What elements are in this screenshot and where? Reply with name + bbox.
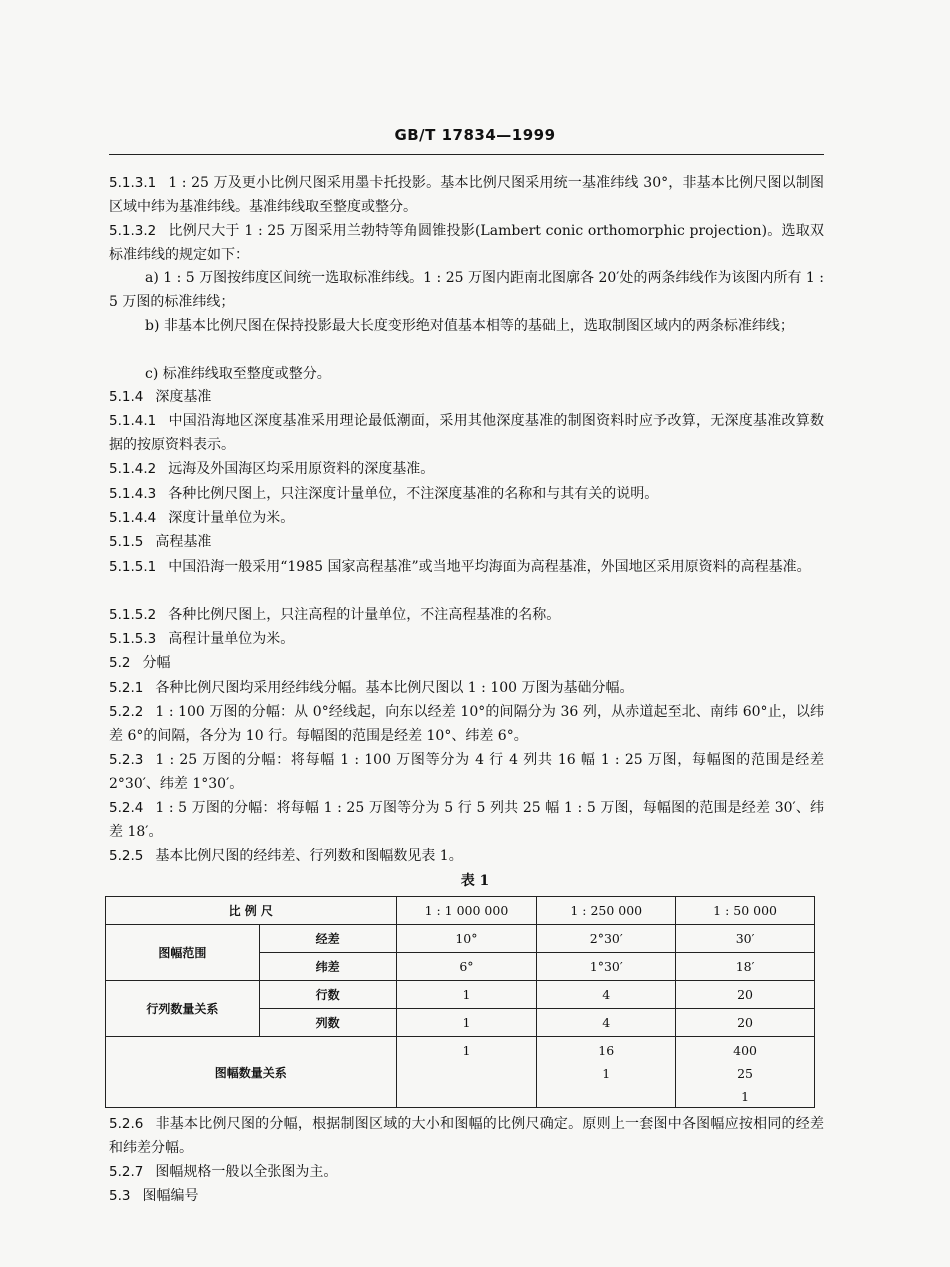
clause-5-1-5-3 bbox=[109, 627, 824, 651]
table-1 bbox=[105, 896, 815, 1108]
clause-text: 各种比例尺图均采用经纬线分幅。基本比例尺图以 1 : 100 万图为基础分幅。 bbox=[155, 680, 634, 696]
table-caption: 表 1 bbox=[460, 873, 490, 889]
item-b: b) 非基本比例尺图在保持投影最大长度变形绝对值基本相等的基础上，选取制图区域内的两条标准纬线； bbox=[145, 318, 794, 334]
lon-label: 经差 bbox=[259, 925, 396, 953]
clause-text: 高程基准 bbox=[155, 534, 212, 550]
clause-text: 中国沿海地区深度基准采用理论最低潮面，采用其他深度基准的制图资料时应予改算，无深度基准改算数据的按原资料表示。 bbox=[109, 413, 824, 453]
item-a: a) 1 : 5 万图按纬度区间统一选取标准纬线。1 : 25 万图内距南北图廓各 20′处的两条纬线作为该图内所有 1 : 5 万图的标准纬线； bbox=[109, 270, 824, 310]
clause-text: 1 : 100 万图的分幅：从 0°经线起，向东以经差 10°的间隔分为 36 列，从赤道起至北、南纬 60°止，以纬差 6°的间隔，各分为 10 行。每幅图的范围是经差 10°、纬差 6°。 bbox=[109, 704, 824, 744]
clause-text: 分幅 bbox=[142, 655, 171, 671]
header-rule bbox=[109, 154, 824, 155]
table-row bbox=[106, 981, 815, 1009]
clause-number: 5.2.1 bbox=[109, 680, 144, 696]
clause-number: 5.2 bbox=[109, 655, 131, 671]
count-value: 16 bbox=[598, 1043, 615, 1058]
clause-5-1-4-4 bbox=[109, 506, 824, 530]
clause-5-1-4-1 bbox=[109, 409, 824, 457]
table-cell: 4 bbox=[537, 1009, 676, 1037]
clause-5-2-6 bbox=[109, 1112, 824, 1160]
clause-number: 5.2.7 bbox=[109, 1164, 144, 1180]
clause-text: 1 : 25 万及更小比例尺图采用墨卡托投影。基本比例尺图采用统一基准纬线 30°，非基本比例尺图以制图区域中纬为基准纬线。基准纬线取至整度或整分。 bbox=[109, 175, 824, 215]
clause-text: 基本比例尺图的经纬差、行列数和图幅数见表 1。 bbox=[155, 848, 463, 864]
clause-number: 5.2.5 bbox=[109, 848, 144, 864]
clause-number: 5.1.5.1 bbox=[109, 559, 157, 575]
clause-number: 5.2.3 bbox=[109, 752, 144, 768]
table-cell: 1 bbox=[396, 1009, 537, 1037]
table-cell: 1°30′ bbox=[537, 953, 676, 981]
table-row bbox=[106, 897, 815, 925]
clause-5-2-2 bbox=[109, 700, 824, 748]
clause-text: 图幅编号 bbox=[142, 1188, 199, 1204]
table-row bbox=[106, 925, 815, 953]
clause-number: 5.1.5.2 bbox=[109, 607, 157, 623]
clause-5-1-5 bbox=[109, 530, 824, 554]
clause-text: 图幅规格一般以全张图为主。 bbox=[155, 1164, 338, 1180]
table-cell: 6° bbox=[396, 953, 537, 981]
clause-number: 5.3 bbox=[109, 1188, 131, 1204]
clause-number: 5.2.4 bbox=[109, 800, 144, 816]
clause-5-2-5 bbox=[109, 844, 824, 868]
clause-number: 5.1.4.2 bbox=[109, 461, 157, 477]
clause-text: 高程计量单位为米。 bbox=[168, 631, 295, 647]
clause-number: 5.2.2 bbox=[109, 704, 144, 720]
scale-cell: 1 : 50 000 bbox=[676, 897, 815, 925]
count-label: 图幅数量关系 bbox=[106, 1037, 397, 1108]
clause-5-1-4-2 bbox=[109, 457, 824, 481]
clause-5-2-4 bbox=[109, 796, 824, 844]
scale-cell: 1 : 1 000 000 bbox=[396, 897, 537, 925]
count-value: 25 bbox=[737, 1066, 754, 1081]
table-cell: 20 bbox=[676, 981, 815, 1009]
clause-number: 5.1.3.2 bbox=[109, 223, 157, 239]
count-value: 400 bbox=[733, 1043, 757, 1058]
clause-text: 中国沿海一般采用“1985 国家高程基准”或当地平均海面为高程基准，外国地区采用原资料的高程基准。 bbox=[168, 559, 811, 575]
count-value: 1 bbox=[602, 1066, 611, 1081]
table-cell bbox=[537, 1037, 676, 1108]
clause-5-2-7 bbox=[109, 1160, 824, 1184]
clause-5-2 bbox=[109, 651, 824, 675]
clause-number: 5.1.3.1 bbox=[109, 175, 157, 191]
table-cell: 1 bbox=[396, 981, 537, 1009]
clause-text: 比例尺大于 1 : 25 万图采用兰勃特等角圆锥投影(Lambert conic orthomorphic projection)。选取双标准纬线的规定如下： bbox=[109, 223, 824, 263]
table-cell: 2°30′ bbox=[537, 925, 676, 953]
clause-number: 5.1.4.4 bbox=[109, 510, 157, 526]
scale-cell: 1 : 250 000 bbox=[537, 897, 676, 925]
rows-label: 行数 bbox=[259, 981, 396, 1009]
page-header: GB/T 17834—1999 bbox=[394, 126, 556, 144]
clause-number: 5.1.5.3 bbox=[109, 631, 157, 647]
table-cell: 20 bbox=[676, 1009, 815, 1037]
table-cell: 4 bbox=[537, 981, 676, 1009]
clause-5-1-4-3 bbox=[109, 482, 824, 506]
rowcol-label: 行列数量关系 bbox=[106, 981, 260, 1037]
clause-5-1-3-2 bbox=[109, 219, 824, 267]
count-value: 1 bbox=[462, 1043, 471, 1058]
table-row bbox=[106, 1037, 815, 1108]
clause-5-2-1 bbox=[109, 676, 824, 700]
count-value: 1 bbox=[741, 1089, 750, 1104]
clause-text: 深度计量单位为米。 bbox=[168, 510, 295, 526]
table-cell bbox=[676, 1037, 815, 1108]
table-cell: 18′ bbox=[676, 953, 815, 981]
range-label: 图幅范围 bbox=[106, 925, 260, 981]
clause-5-1-4 bbox=[109, 385, 824, 409]
clause-number: 5.1.4.3 bbox=[109, 486, 157, 502]
clause-5-3 bbox=[109, 1184, 824, 1208]
lat-label: 纬差 bbox=[259, 953, 396, 981]
clause-number: 5.1.4 bbox=[109, 389, 144, 405]
table-cell: 30′ bbox=[676, 925, 815, 953]
clause-text: 深度基准 bbox=[155, 389, 212, 405]
clause-text: 非基本比例尺图的分幅，根据制图区域的大小和图幅的比例尺确定。原则上一套图中各图幅应按相同的经差和纬差分幅。 bbox=[109, 1116, 824, 1156]
cols-label: 列数 bbox=[259, 1009, 396, 1037]
clause-text: 1 : 5 万图的分幅：将每幅 1 : 25 万图等分为 5 行 5 列共 25 幅 1 : 5 万图，每幅图的范围是经差 30′、纬差 18′。 bbox=[109, 800, 824, 840]
clause-number: 5.1.4.1 bbox=[109, 413, 157, 429]
clause-text: 各种比例尺图上，只注高程的计量单位，不注高程基准的名称。 bbox=[168, 607, 561, 623]
clause-text: 各种比例尺图上，只注深度计量单位，不注深度基准的名称和与其有关的说明。 bbox=[168, 486, 659, 502]
clause-5-1-5-1 bbox=[109, 555, 824, 579]
table-cell bbox=[396, 1037, 537, 1108]
clause-number: 5.2.6 bbox=[109, 1116, 144, 1132]
item-c: c) 标准纬线取至整度或整分。 bbox=[145, 366, 331, 382]
clause-5-1-5-2 bbox=[109, 603, 824, 627]
clause-number: 5.1.5 bbox=[109, 534, 144, 550]
scale-header: 比 例 尺 bbox=[106, 897, 397, 925]
table-cell: 10° bbox=[396, 925, 537, 953]
clause-5-1-3-1 bbox=[109, 171, 824, 219]
clause-text: 1 : 25 万图的分幅：将每幅 1 : 100 万图等分为 4 行 4 列共 16 幅 1 : 25 万图，每幅图的范围是经差 2°30′、纬差 1°30′。 bbox=[109, 752, 824, 792]
clause-text: 远海及外国海区均采用原资料的深度基准。 bbox=[168, 461, 435, 477]
clause-5-2-3 bbox=[109, 748, 824, 796]
